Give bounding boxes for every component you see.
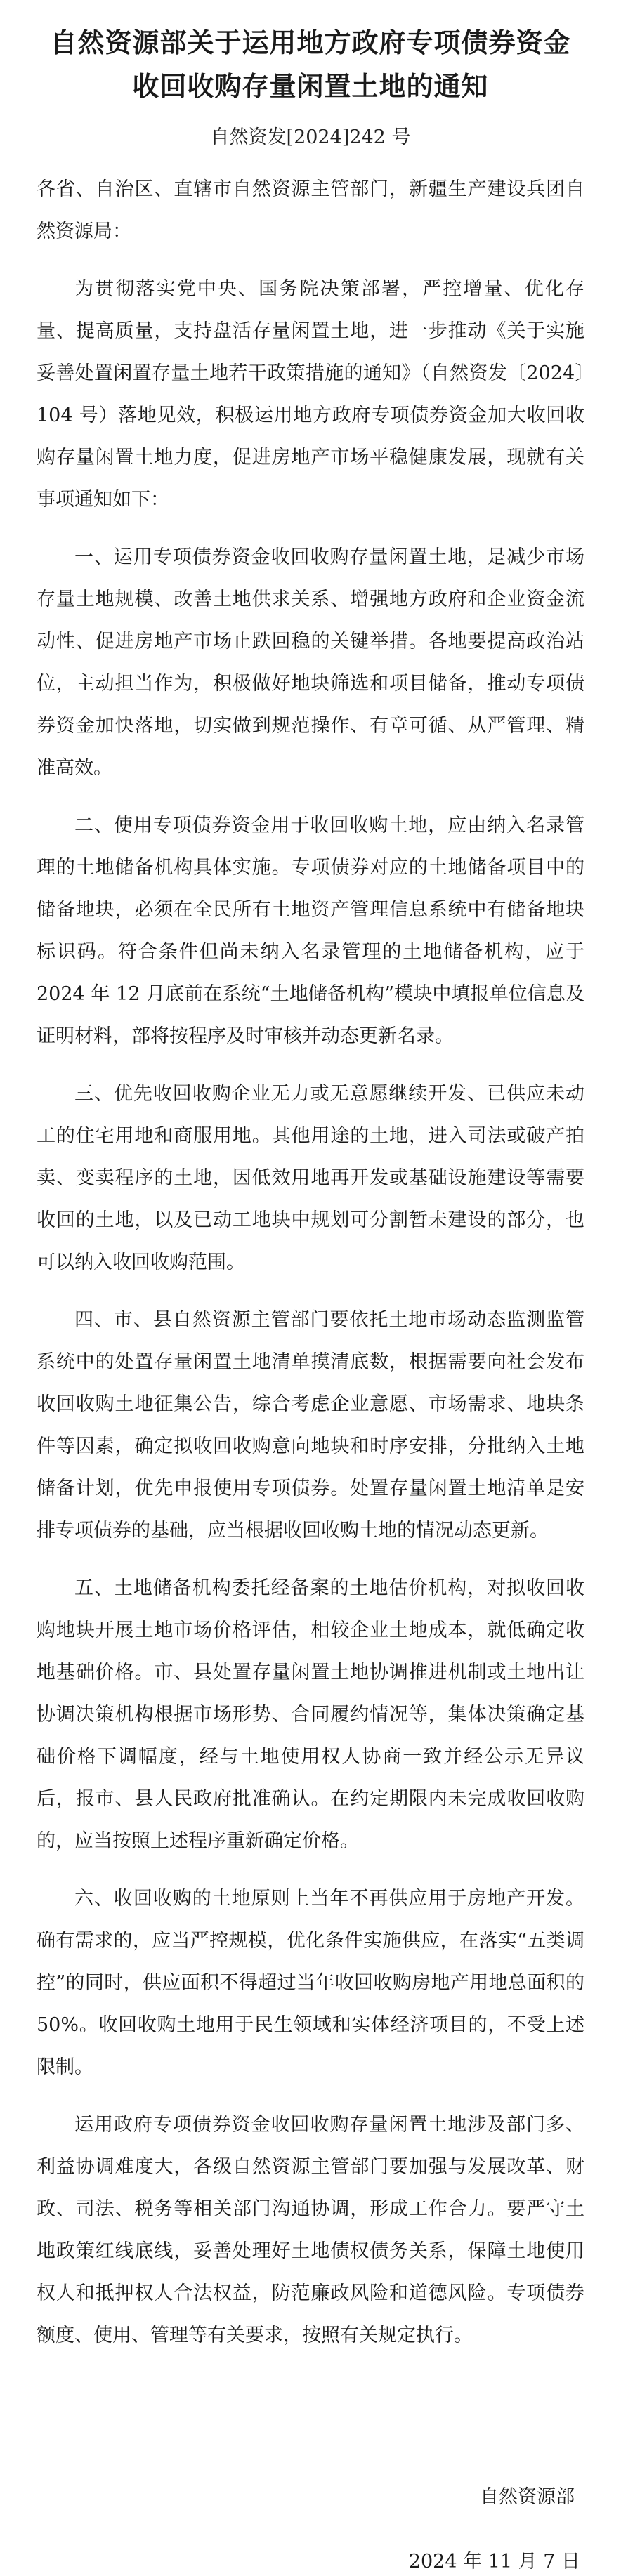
paragraph-intro: 为贯彻落实党中央、国务院决策部署，严控增量、优化存量、提高质量，支持盘活存量闲置土地，进一步推动《关于实施妥善处置闲置存量土地若干政策措施的通知》（自然资发〔2024〕104 号）落地见效，积极运用地方政府专项债券资金加大收回收购存量闲置土地力度，促进房地产市场平稳健康发展，现就有关事项通知如下： bbox=[37, 278, 584, 511]
document-title: 自然资源部关于运用地方政府专项债券资金收回收购存量闲置土地的通知 bbox=[50, 27, 571, 102]
issue-date: 2024 年 11 月 7 日 bbox=[408, 2551, 580, 2572]
salutation: 各省、自治区、直辖市自然资源主管部门，新疆生产建设兵团自然资源局： bbox=[37, 178, 584, 242]
paragraph-item-3: 三、优先收回收购企业无力或无意愿继续开发、已供应未动工的住宅用地和商服用地。其他用途的土地，进入司法或破产拍卖、变卖程序的土地，因低效用地再开发或基础设施建设等需要收回的土地，以及已动工地块中规划可分割暂未建设的部分，也可以纳入收回收购范围。 bbox=[37, 1083, 584, 1273]
paragraph-item-4: 四、市、县自然资源主管部门要依托土地市场动态监测监管系统中的处置存量闲置土地清单摸清底数，根据需要向社会发布收回收购土地征集公告，综合考虑企业意愿、市场需求、地块条件等因素，确定拟收回收购意向地块和时序安排，分批纳入土地储备计划，优先申报使用专项债券。处置存量闲置土地清单是安排专项债券的基础，应当根据收回收购土地的情况动态更新。 bbox=[37, 1309, 584, 1542]
signature-block bbox=[37, 2483, 584, 2576]
paragraph-closing: 运用政府专项债券资金收回收购存量闲置土地涉及部门多、利益协调难度大，各级自然资源主管部门要加强与发展改革、财政、司法、税务等相关部门沟通协调，形成工作合力。要严守土地政策红线底线，妥善处理好土地债权债务关系，保障土地使用权人和抵押权人合法权益，防范廉政风险和道德风险。专项债券额度、使用、管理等有关要求，按照有关规定执行。 bbox=[37, 2114, 584, 2346]
paragraph-item-5: 五、土地储备机构委托经备案的土地估价机构，对拟收回收购地块开展土地市场价格评估，相较企业土地成本，就低确定收地基础价格。市、县处置存量闲置土地协调推进机制或土地出让协调决策机构根据市场形势、合同履约情况等，集体决策确定基础价格下调幅度，经与土地使用权人协商一致并经公示无异议后，报市、县人民政府批准确认。在约定期限内未完成收回收购的，应当按照上述程序重新确定价格。 bbox=[37, 1577, 584, 1852]
issuer-name: 自然资源部 bbox=[480, 2486, 575, 2508]
paragraph-item-1: 一、运用专项债券资金收回收购存量闲置土地，是减少市场存量土地规模、改善土地供求关系、增强地方政府和企业资金流动性、促进房地产市场止跌回稳的关键举措。各地要提高政治站位，主动担当作为，积极做好地块筛选和项目储备，推动专项债券资金加快落地，切实做到规范操作、有章可循、从严管理、精准高效。 bbox=[37, 546, 584, 779]
paragraph-item-6: 六、收回收购的土地原则上当年不再供应用于房地产开发。确有需求的，应当严控规模，优化条件实施供应，在落实“五类调控”的同时，供应面积不得超过当年收回收购房地产用地总面积的 50%。收回收购土地用于民生领域和实体经济项目的，不受上述限制。 bbox=[37, 1888, 584, 2078]
document-number: 自然资发[2024]242 号 bbox=[210, 126, 411, 148]
paragraph-item-2: 二、使用专项债券资金用于收回收购土地，应由纳入名录管理的土地储备机构具体实施。专项债券对应的土地储备项目中的储备地块，必须在全民所有土地资产管理信息系统中有储备地块标识码。符合条件但尚未纳入名录管理的土地储备机构，应于 2024 年 12 月底前在系统“土地储备机构”模块中填报单位信息及证明材料，部将按程序及时审核并动态更新名录。 bbox=[37, 815, 584, 1047]
